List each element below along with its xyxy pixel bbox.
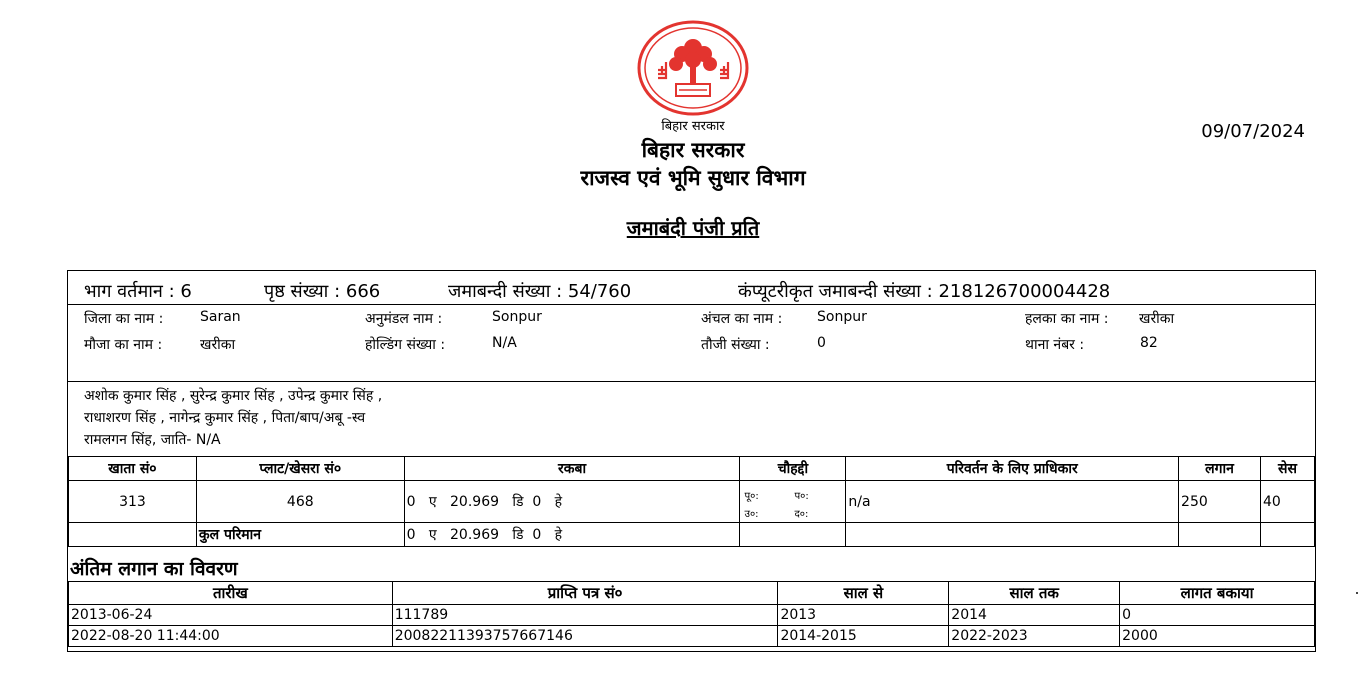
thana-value: 82	[1140, 335, 1158, 351]
jamabandi-label: जमाबन्दी संख्या :	[448, 281, 563, 302]
print-date: 09/07/2024	[1201, 121, 1305, 142]
bhag-label: भाग वर्तमान :	[84, 281, 175, 302]
department-title: राजस्व एवं भूमि सुधार विभाग	[580, 166, 806, 190]
bhag-field	[84, 279, 192, 303]
computer-value: 218126700004428	[938, 281, 1111, 302]
page-label: पृष्ठ संख्या :	[264, 281, 341, 302]
bihar-government-emblem	[636, 20, 750, 116]
total-area: 0 ए 20.969 डि 0 हे	[404, 523, 740, 547]
header-khata: खाता सं०	[69, 457, 197, 481]
boundary-cell	[740, 481, 846, 523]
header-date: तारीख	[69, 582, 393, 605]
final-rent-title: अंतिम लगान का विवरण	[70, 558, 238, 580]
subdivision-label: अनुमंडल नाम :	[365, 311, 443, 327]
boundary-east: द०:	[794, 508, 809, 520]
total-label: कुल परिमान	[196, 523, 404, 547]
bhag-value: 6	[180, 281, 192, 302]
header-year-to: साल तक	[949, 582, 1120, 605]
header-plot: प्लाट/खेसरा सं०	[196, 457, 404, 481]
header-ses: सेस	[1260, 457, 1314, 481]
header-area: रकबा	[404, 457, 740, 481]
header-boundary: चौहद्दी	[740, 457, 846, 481]
thana-label: थाना नंबर :	[1025, 337, 1085, 353]
land-details-table	[68, 456, 1315, 547]
holding-value: N/A	[492, 335, 517, 351]
circle-label: अंचल का नाम :	[701, 311, 783, 327]
khata-number: 313	[69, 481, 197, 523]
circle-value: Sonpur	[817, 309, 867, 325]
header-lagan: लगान	[1179, 457, 1261, 481]
computer-label: कंप्यूटरीकृत जमाबन्दी संख्या :	[738, 281, 933, 302]
boundary-west: प०:	[794, 490, 809, 502]
authority-value: n/a	[846, 481, 1179, 523]
halka-value: खरीका	[1139, 311, 1175, 327]
table-row	[69, 605, 1315, 626]
subdivision-value: Sonpur	[492, 309, 542, 325]
stray-dot	[1356, 592, 1358, 594]
page-field	[264, 279, 380, 303]
final-rent-table	[68, 581, 1315, 647]
year-from: 2013	[778, 605, 949, 626]
year-to: 2014	[949, 605, 1120, 626]
header-balance: लागत बकाया	[1120, 582, 1315, 605]
header-year-from: साल से	[778, 582, 949, 605]
payment-date: 2022-08-20 11:44:00	[69, 626, 393, 647]
lagan-value: 250	[1179, 481, 1261, 523]
document-title-text: जमाबंदी पंजी प्रति	[626, 216, 760, 240]
computerized-number-field	[738, 279, 1110, 303]
tauji-label: तौजी संख्या :	[701, 337, 770, 353]
mauja-label: मौजा का नाम :	[84, 337, 163, 353]
owner-line: रामलगन सिंह, जाति- N/A	[84, 432, 221, 448]
balance: 2000	[1120, 626, 1315, 647]
header-receipt: प्राप्ति पत्र सं०	[392, 582, 778, 605]
owner-line: राधाशरण सिंह , नागेन्द्र कुमार सिंह , पिता/बाप/अबू -स्व	[84, 410, 366, 426]
table-row	[69, 481, 1315, 523]
owner-names	[84, 385, 382, 451]
mauja-value: खरीका	[200, 337, 236, 353]
jamabandi-number-field	[448, 279, 631, 303]
payment-date: 2013-06-24	[69, 605, 393, 626]
halka-label: हलका का नाम :	[1025, 311, 1109, 327]
holding-label: होल्डिंग संख्या :	[365, 337, 446, 353]
receipt-number: 20082211393757667146	[392, 626, 778, 647]
government-title: बिहार सरकार	[641, 138, 745, 162]
balance: 0	[1120, 605, 1315, 626]
year-from: 2014-2015	[778, 626, 949, 647]
total-row	[69, 523, 1315, 547]
boundary-north: पू०:	[744, 490, 759, 502]
boundary-south: उ०:	[744, 508, 759, 520]
jamabandi-register-frame	[67, 270, 1316, 652]
ses-value: 40	[1260, 481, 1314, 523]
header-authority: परिवर्तन के लिए प्राधिकार	[846, 457, 1179, 481]
district-label: जिला का नाम :	[84, 311, 164, 327]
district-value: Saran	[200, 309, 241, 325]
year-to: 2022-2023	[949, 626, 1120, 647]
jamabandi-value: 54/760	[567, 281, 632, 302]
table-row	[69, 626, 1315, 647]
tauji-value: 0	[817, 335, 826, 351]
plot-number: 468	[196, 481, 404, 523]
document-title	[480, 214, 906, 241]
page-value: 666	[345, 281, 381, 302]
receipt-number: 111789	[392, 605, 778, 626]
area-value: 0 ए 20.969 डि 0 हे	[404, 481, 740, 523]
emblem-caption: बिहार सरकार	[661, 119, 725, 134]
owner-line: अशोक कुमार सिंह , सुरेन्द्र कुमार सिंह , उपेन्द्र कुमार सिंह ,	[84, 388, 383, 404]
